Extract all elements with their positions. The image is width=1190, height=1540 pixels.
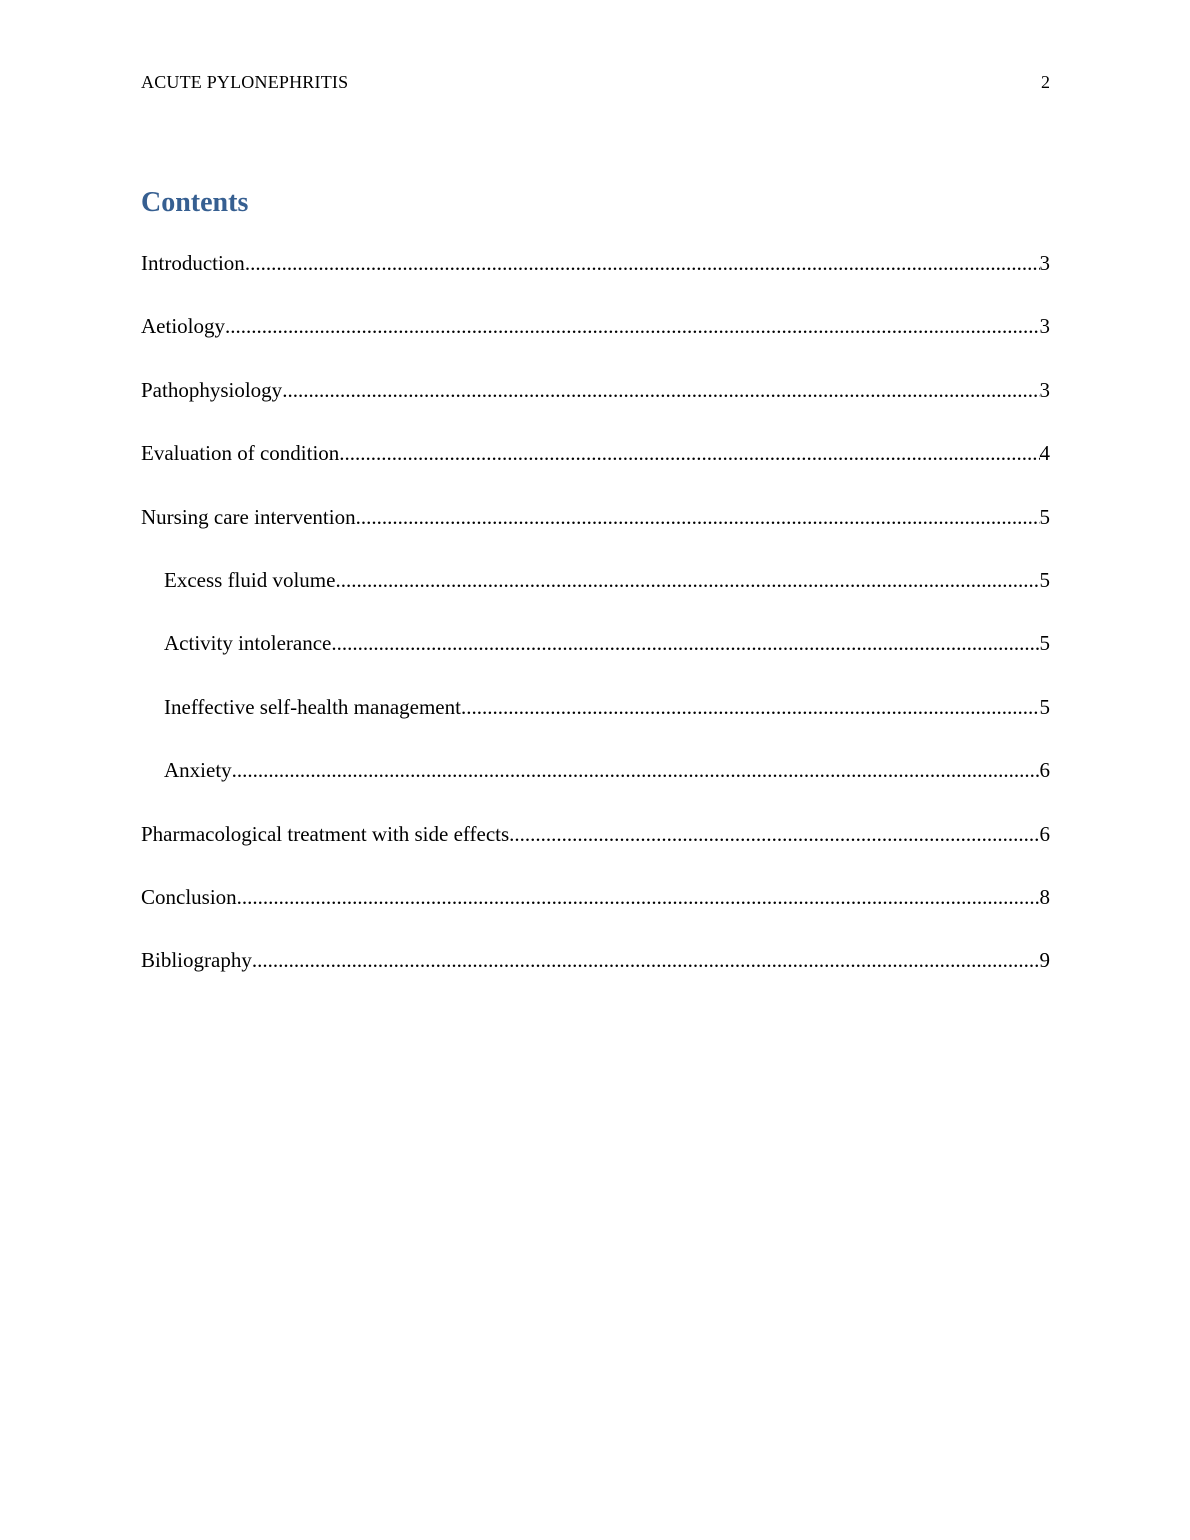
toc-entry-page: 6 (1039, 758, 1050, 783)
toc-entry-page: 9 (1039, 948, 1050, 973)
toc-entry-label: Nursing care intervention (141, 504, 356, 529)
toc-dot-leader (232, 755, 1040, 785)
contents-heading: Contents (141, 187, 249, 218)
toc-entry-page: 3 (1039, 377, 1050, 402)
toc-entry[interactable] (141, 882, 1050, 945)
toc-entry[interactable] (141, 945, 1050, 1008)
toc-entry[interactable] (141, 375, 1050, 438)
toc-dot-leader (356, 502, 1040, 532)
toc-subentry[interactable] (141, 692, 1050, 755)
toc-entry-page: 3 (1039, 251, 1050, 275)
toc-entry[interactable] (141, 438, 1050, 501)
toc-entry[interactable] (141, 819, 1050, 882)
toc-dot-leader (252, 945, 1040, 975)
toc-entry-page: 5 (1039, 631, 1050, 656)
toc-entry-label: Pharmacological treatment with side effects (141, 821, 510, 846)
toc-entry-label: Evaluation of condition (141, 441, 340, 466)
toc-dot-leader (237, 882, 1040, 912)
toc-entry-page: 8 (1039, 884, 1050, 909)
toc-dot-leader (245, 248, 1040, 278)
toc-entry-page: 4 (1039, 441, 1050, 466)
toc-entry-page: 6 (1039, 821, 1050, 846)
toc-dot-leader (331, 628, 1039, 658)
toc-dot-leader (461, 692, 1040, 722)
toc-entry-label: Pathophysiology (141, 377, 283, 402)
toc-dot-leader (335, 565, 1039, 595)
toc-entry-label: Introduction (141, 251, 245, 275)
toc-entry[interactable] (141, 248, 1050, 311)
toc-entry-label: Aetiology (141, 314, 225, 339)
toc-dot-leader (339, 438, 1039, 468)
toc-entry-label: Anxiety (164, 758, 232, 783)
toc-entry-page: 3 (1039, 314, 1050, 339)
toc-dot-leader (509, 819, 1039, 849)
toc-entry-label: Conclusion (141, 884, 237, 909)
toc-dot-leader (282, 375, 1039, 405)
toc-dot-leader (225, 311, 1040, 341)
toc-entry-label: Ineffective self-health management (164, 694, 461, 719)
running-header (141, 70, 1050, 94)
toc-entry-label: Activity intolerance (164, 631, 332, 656)
toc-entry-page: 5 (1039, 504, 1050, 529)
toc-entry-page: 5 (1039, 567, 1050, 592)
toc-entry[interactable] (141, 311, 1050, 374)
toc-entry-label: Bibliography (141, 948, 252, 973)
toc-subentry[interactable] (141, 565, 1050, 628)
toc-entry[interactable] (141, 502, 1050, 565)
page-number: 2 (1041, 72, 1050, 92)
table-of-contents (141, 248, 1050, 1009)
toc-subentry[interactable] (141, 628, 1050, 691)
toc-entry-label: Excess fluid volume (164, 567, 336, 592)
toc-subentry[interactable] (141, 755, 1050, 818)
running-title: ACUTE PYLONEPHRITIS (141, 72, 349, 92)
toc-entry-page: 5 (1039, 694, 1050, 719)
